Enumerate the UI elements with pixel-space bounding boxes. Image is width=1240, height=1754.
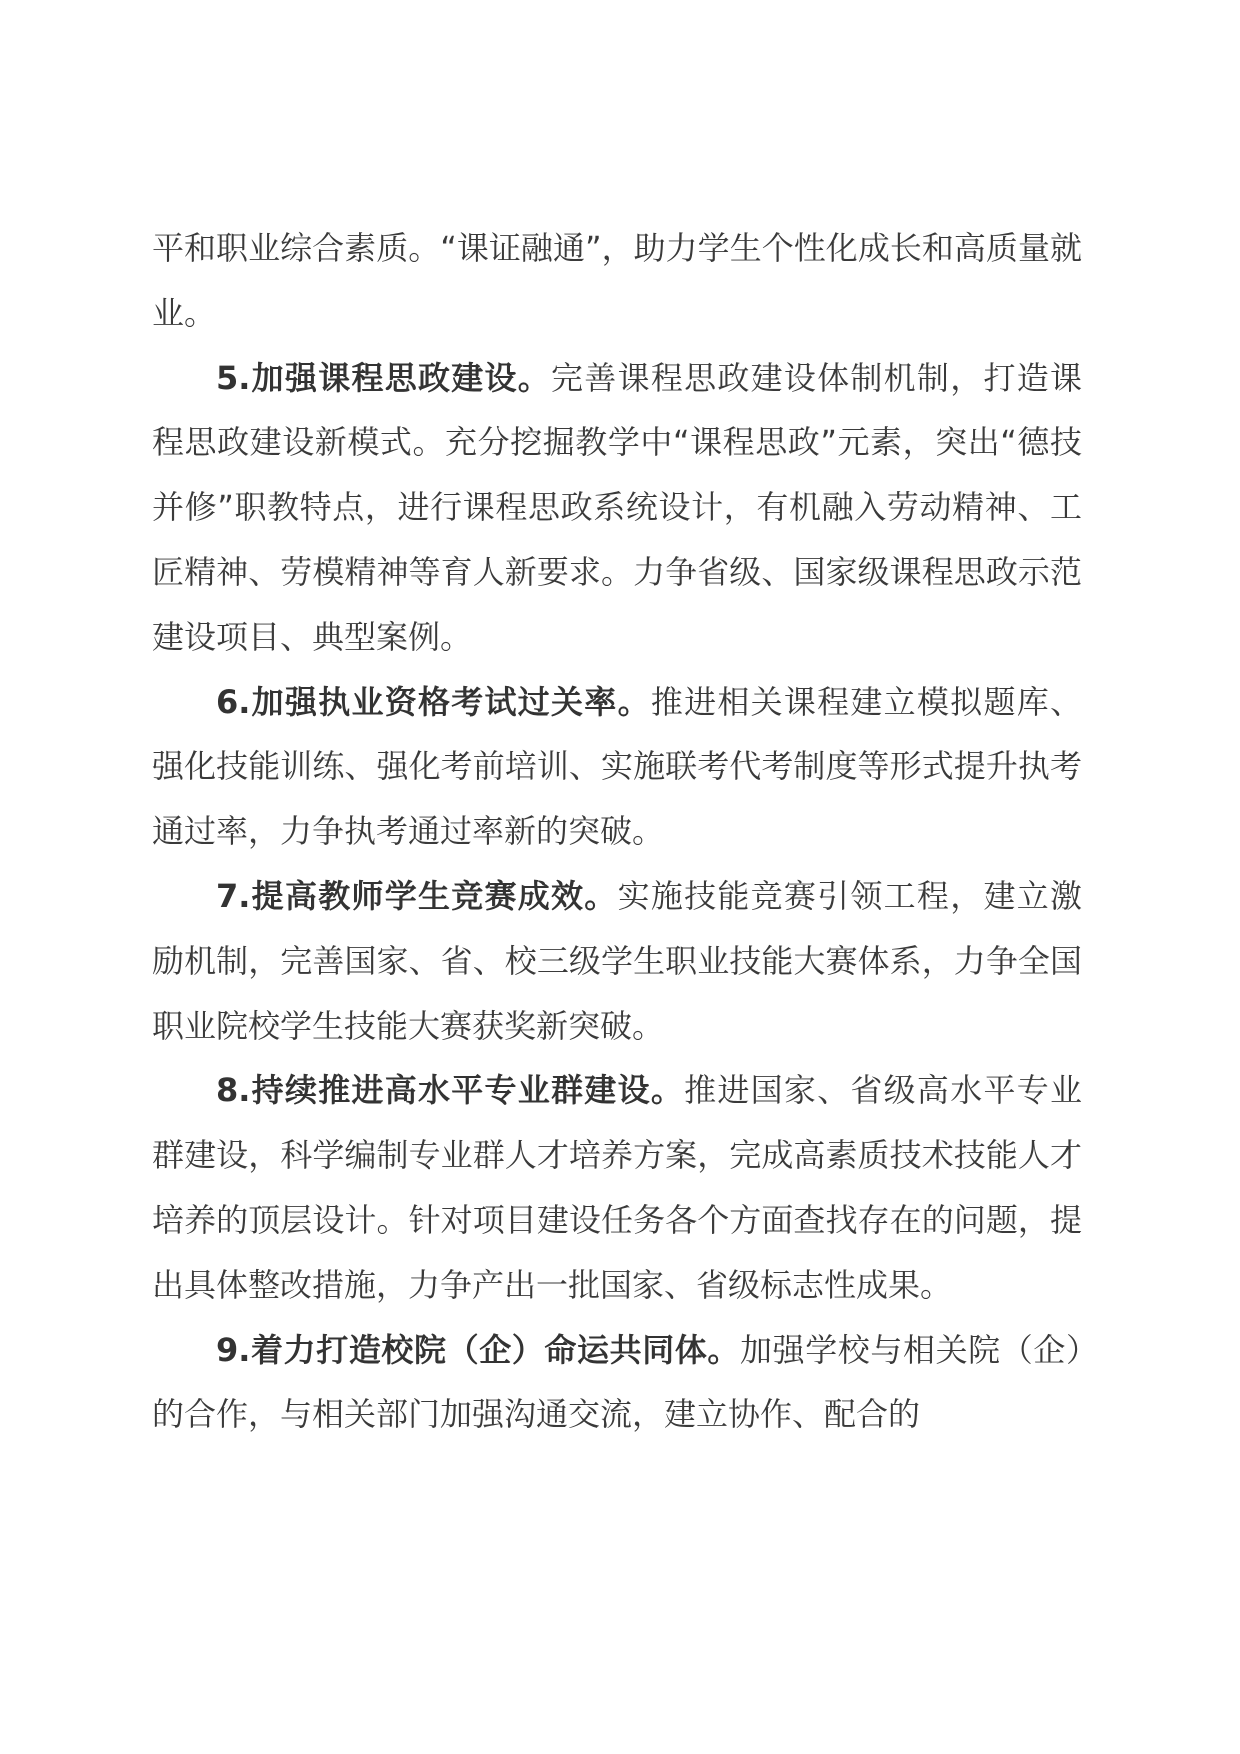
- item-6-body: 推进相关课程建立模拟题库、强化技能训练、强化考前培训、实施联考代考制度等形式提升执考通过率，力争执考通过率新的突破。: [152, 682, 1082, 851]
- item-8-paragraph: [152, 1058, 1082, 1317]
- continuation-paragraph: 平和职业综合素质。“课证融通”，助力学生个性化成长和高质量就业。: [152, 229, 1082, 332]
- item-7-body: 实施技能竞赛引领工程，建立激励机制，完善国家、省、校三级学生职业技能大赛体系，力争全国职业院校学生技能大赛获奖新突破。: [152, 876, 1082, 1045]
- item-5-body: 完善课程思政建设体制机制，打造课程思政建设新模式。充分挖掘教学中“课程思政”元素，突出“德技并修”职教特点，进行课程思政系统设计，有机融入劳动精神、工匠精神、劳模精神等育人新要求。力争省级、国家级课程思政示范建设项目、典型案例。: [152, 358, 1082, 656]
- item-8-heading: 8.持续推进高水平专业群建设。: [216, 1071, 685, 1110]
- item-9-heading: 9.着力打造校院（企）命运共同体。: [216, 1330, 740, 1369]
- item-7-paragraph: [152, 864, 1082, 1058]
- item-8-body: 推进国家、省级高水平专业群建设，科学编制专业群人才培养方案，完成高素质技术技能人才培养的顶层设计。针对项目建设任务各个方面查找存在的问题，提出具体整改措施，力争产出一批国家、省级标志性成果。: [152, 1071, 1082, 1304]
- item-7-heading: 7.提高教师学生竞赛成效。: [216, 876, 618, 915]
- item-9-paragraph: [152, 1318, 1082, 1448]
- item-5-heading: 5.加强课程思政建设。: [216, 358, 552, 397]
- item-5-paragraph: [152, 346, 1082, 670]
- item-9-body: 加强学校与相关院（企）的合作，与相关部门加强沟通交流，建立协作、配合的: [152, 1330, 1082, 1434]
- item-6-heading: 6.加强执业资格考试过关率。: [216, 682, 651, 721]
- document-body: [152, 216, 1082, 1447]
- item-6-paragraph: [152, 670, 1082, 864]
